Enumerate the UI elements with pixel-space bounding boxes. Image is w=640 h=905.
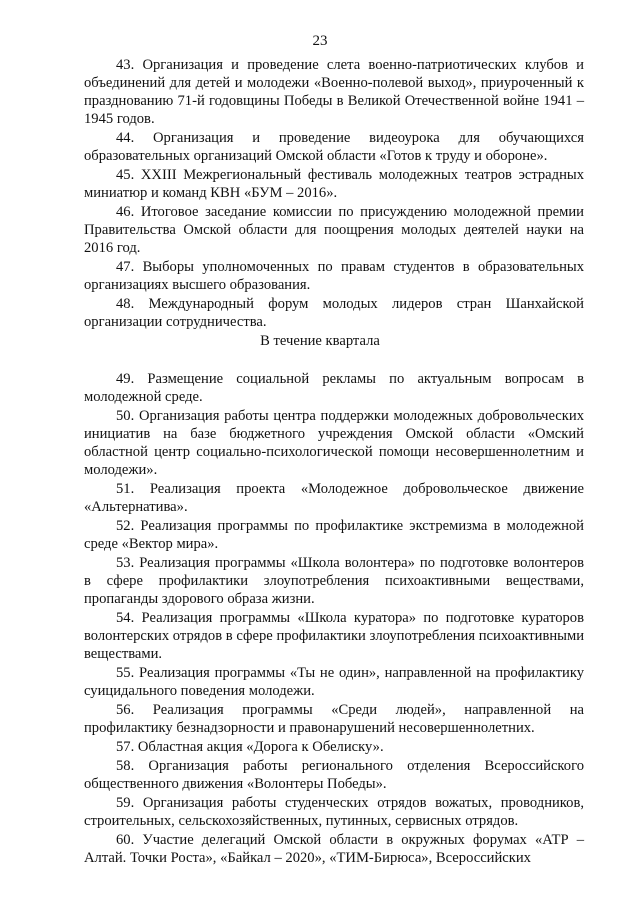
items-list-bottom <box>84 370 584 868</box>
list-item: 44. Организация и проведение видеоурока для обучающихся образовательных организаций Омской области «Готов к труду и обороне». <box>84 130 584 164</box>
list-item: 56. Реализация программы «Среди людей», направленной на профилактику безнадзорности и правонарушений несовершеннолетних. <box>84 702 584 736</box>
list-item: 49. Размещение социальной рекламы по актуальным вопросам в молодежной среде. <box>84 371 584 405</box>
list-item: 59. Организация работы студенческих отрядов вожатых, проводников, строительных, сельскохозяйственных, путинных, сервисных отрядов. <box>84 795 584 829</box>
list-item: 52. Реализация программы по профилактике экстремизма в молодежной среде «Вектор мира». <box>84 518 584 552</box>
page-number: 23 <box>312 33 328 49</box>
list-item: 57. Областная акция «Дорога к Обелиску». <box>116 739 384 755</box>
list-item: 54. Реализация программы «Школа куратора» по подготовке кураторов волонтерских отрядов в сфере профилактики злоупотребления психоактивными веществами. <box>84 610 584 662</box>
list-item: 43. Организация и проведение слета военно-патриотических клубов и объединений для детей и молодежи «Военно-полевой выход», приуроченный к празднованию 71-й годовщины Победы в Великой Отечественной войне 1941 – 1945 годов. <box>84 57 584 127</box>
items-list-top <box>84 56 584 332</box>
list-item: 48. Международный форум молодых лидеров стран Шанхайской организации сотрудничества. <box>84 296 584 330</box>
list-item: 50. Организация работы центра поддержки молодежных добровольческих инициатив на базе бюджетного учреждения Омской области «Омский областной центр социально-психологической помощи несовершеннолетним и молодежи». <box>84 408 584 478</box>
list-item: 55. Реализация программы «Ты не один», направленной на профилактику суицидального поведения молодежи. <box>84 665 584 699</box>
list-item: 60. Участие делегаций Омской области в окружных форумах «АТР – Алтай. Точки Роста», «Байкал – 2020», «ТИМ-Бирюса», Всероссийских <box>84 832 584 866</box>
list-item: 47. Выборы уполномоченных по правам студентов в образовательных организациях высшего образования. <box>84 259 584 293</box>
list-item: 45. XXIII Межрегиональный фестиваль молодежных театров эстрадных миниатюр и команд КВН «БУМ – 2016». <box>84 167 584 201</box>
section-heading: В течение квартала <box>260 333 380 349</box>
list-item: 46. Итоговое заседание комиссии по присуждению молодежной премии Правительства Омской области для поощрения молодых деятелей науки на 2016 год. <box>84 204 584 256</box>
list-item: 51. Реализация проекта «Молодежное добровольческое движение «Альтернатива». <box>84 481 584 515</box>
list-item: 53. Реализация программы «Школа волонтера» по подготовке волонтеров в сфере профилактики злоупотребления психоактивными веществами, пропаганды здорового образа жизни. <box>84 555 584 607</box>
list-item: 58. Организация работы регионального отделения Всероссийского общественного движения «Волонтеры Победы». <box>84 758 584 792</box>
